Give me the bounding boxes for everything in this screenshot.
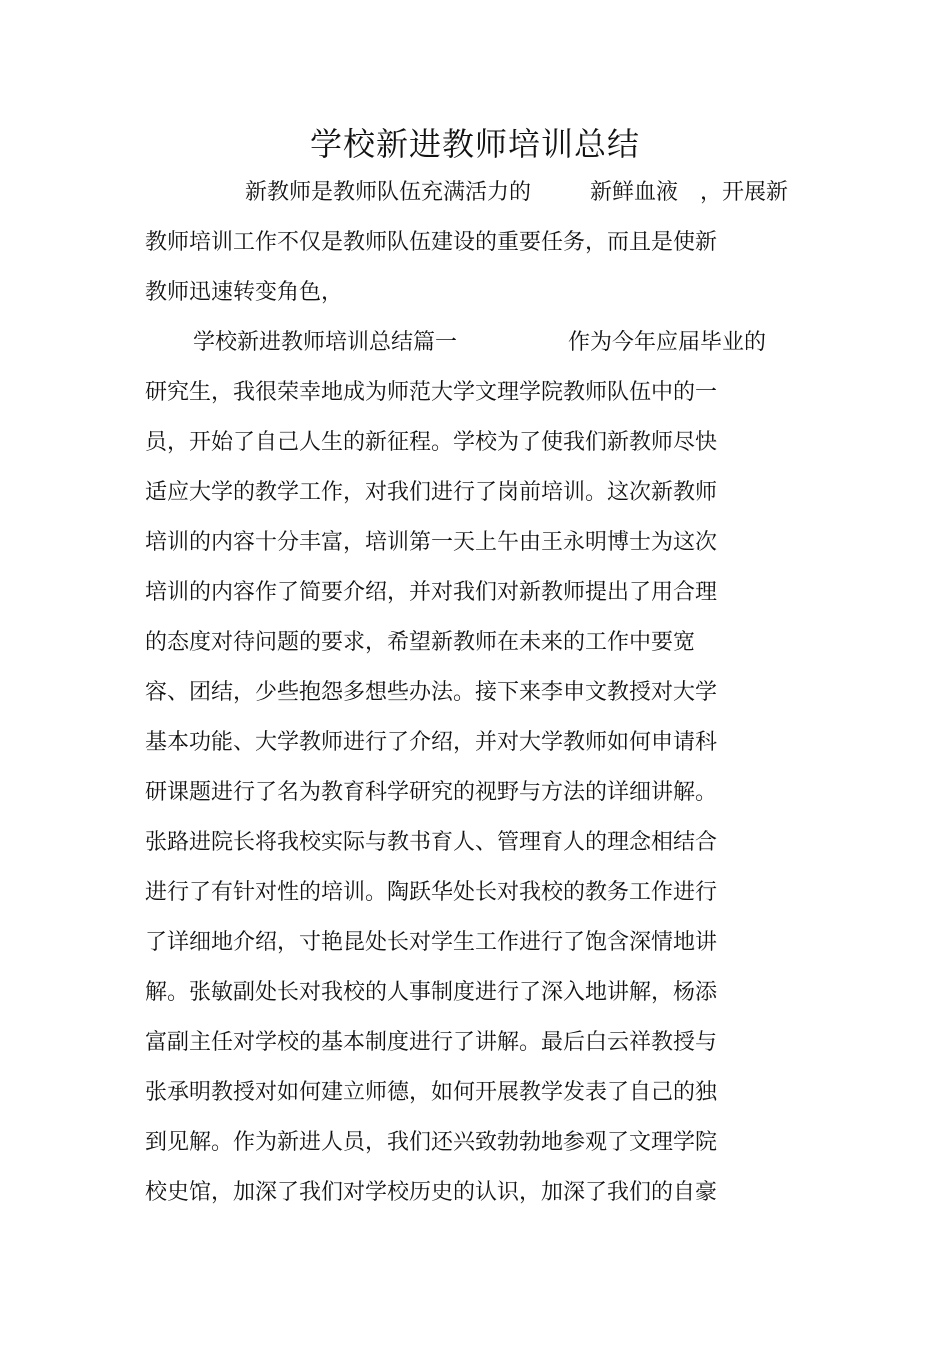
body-line: 研究生，我很荣幸地成为师范大学文理学院教师队伍中的一 [145,380,718,405]
body-line: 研课题进行了名为教育科学研究的视野与方法的详细讲解。 [145,780,718,805]
body-line: 培训的内容作了简要介绍，并对我们对新教师提出了用合理 [145,580,718,605]
body-line: 的态度对待问题的要求，希望新教师在未来的工作中要宽 [145,630,696,655]
intro-line-3: 教师迅速转变角色， [145,280,344,305]
body-line: 张路进院长将我校实际与教书育人、管理育人的理念相结合 [145,830,718,855]
section-heading: 学校新进教师培训总结篇一 [193,330,458,355]
body-line: 到见解。作为新进人员，我们还兴致勃勃地参观了文理学院 [145,1130,718,1155]
intro-text-part1: 新教师是教师队伍充满活力的 [245,180,532,205]
body-line: 员，开始了自己人生的新征程。学校为了使我们新教师尽快 [145,430,718,455]
section-lead: 作为今年应届毕业的 [568,330,767,355]
body-line: 培训的内容十分丰富，培训第一天上午由王永明博士为这次 [145,530,718,555]
body-line: 了详细地介绍，寸艳昆处长对学生工作进行了饱含深情地讲 [145,930,718,955]
body-line: 基本功能、大学教师进行了介绍，并对大学教师如何申请科 [145,730,718,755]
body-line: 富副主任对学校的基本制度进行了讲解。最后白云祥教授与 [145,1030,718,1055]
body-line: 校史馆，加深了我们对学校历史的认识，加深了我们的自豪 [145,1180,718,1205]
body-line: 适应大学的教学工作，对我们进行了岗前培训。这次新教师 [145,480,718,505]
intro-line-2: 教师培训工作不仅是教师队伍建设的重要任务，而且是使新 [145,230,718,255]
body-line: 容、团结，少些抱怨多想些办法。接下来李申文教授对大学 [145,680,718,705]
intro-text-part3: ，开展新 [700,180,789,205]
body-line: 张承明教授对如何建立师德，如何开展教学发表了自己的独 [145,1080,718,1105]
body-line: 进行了有针对性的培训。陶跃华处长对我校的教务工作进行 [145,880,718,905]
intro-text-part2: 新鲜血液 [590,180,679,205]
document-title: 学校新进教师培训总结 [309,125,640,163]
body-line: 解。张敏副处长对我校的人事制度进行了深入地讲解，杨添 [145,980,718,1005]
